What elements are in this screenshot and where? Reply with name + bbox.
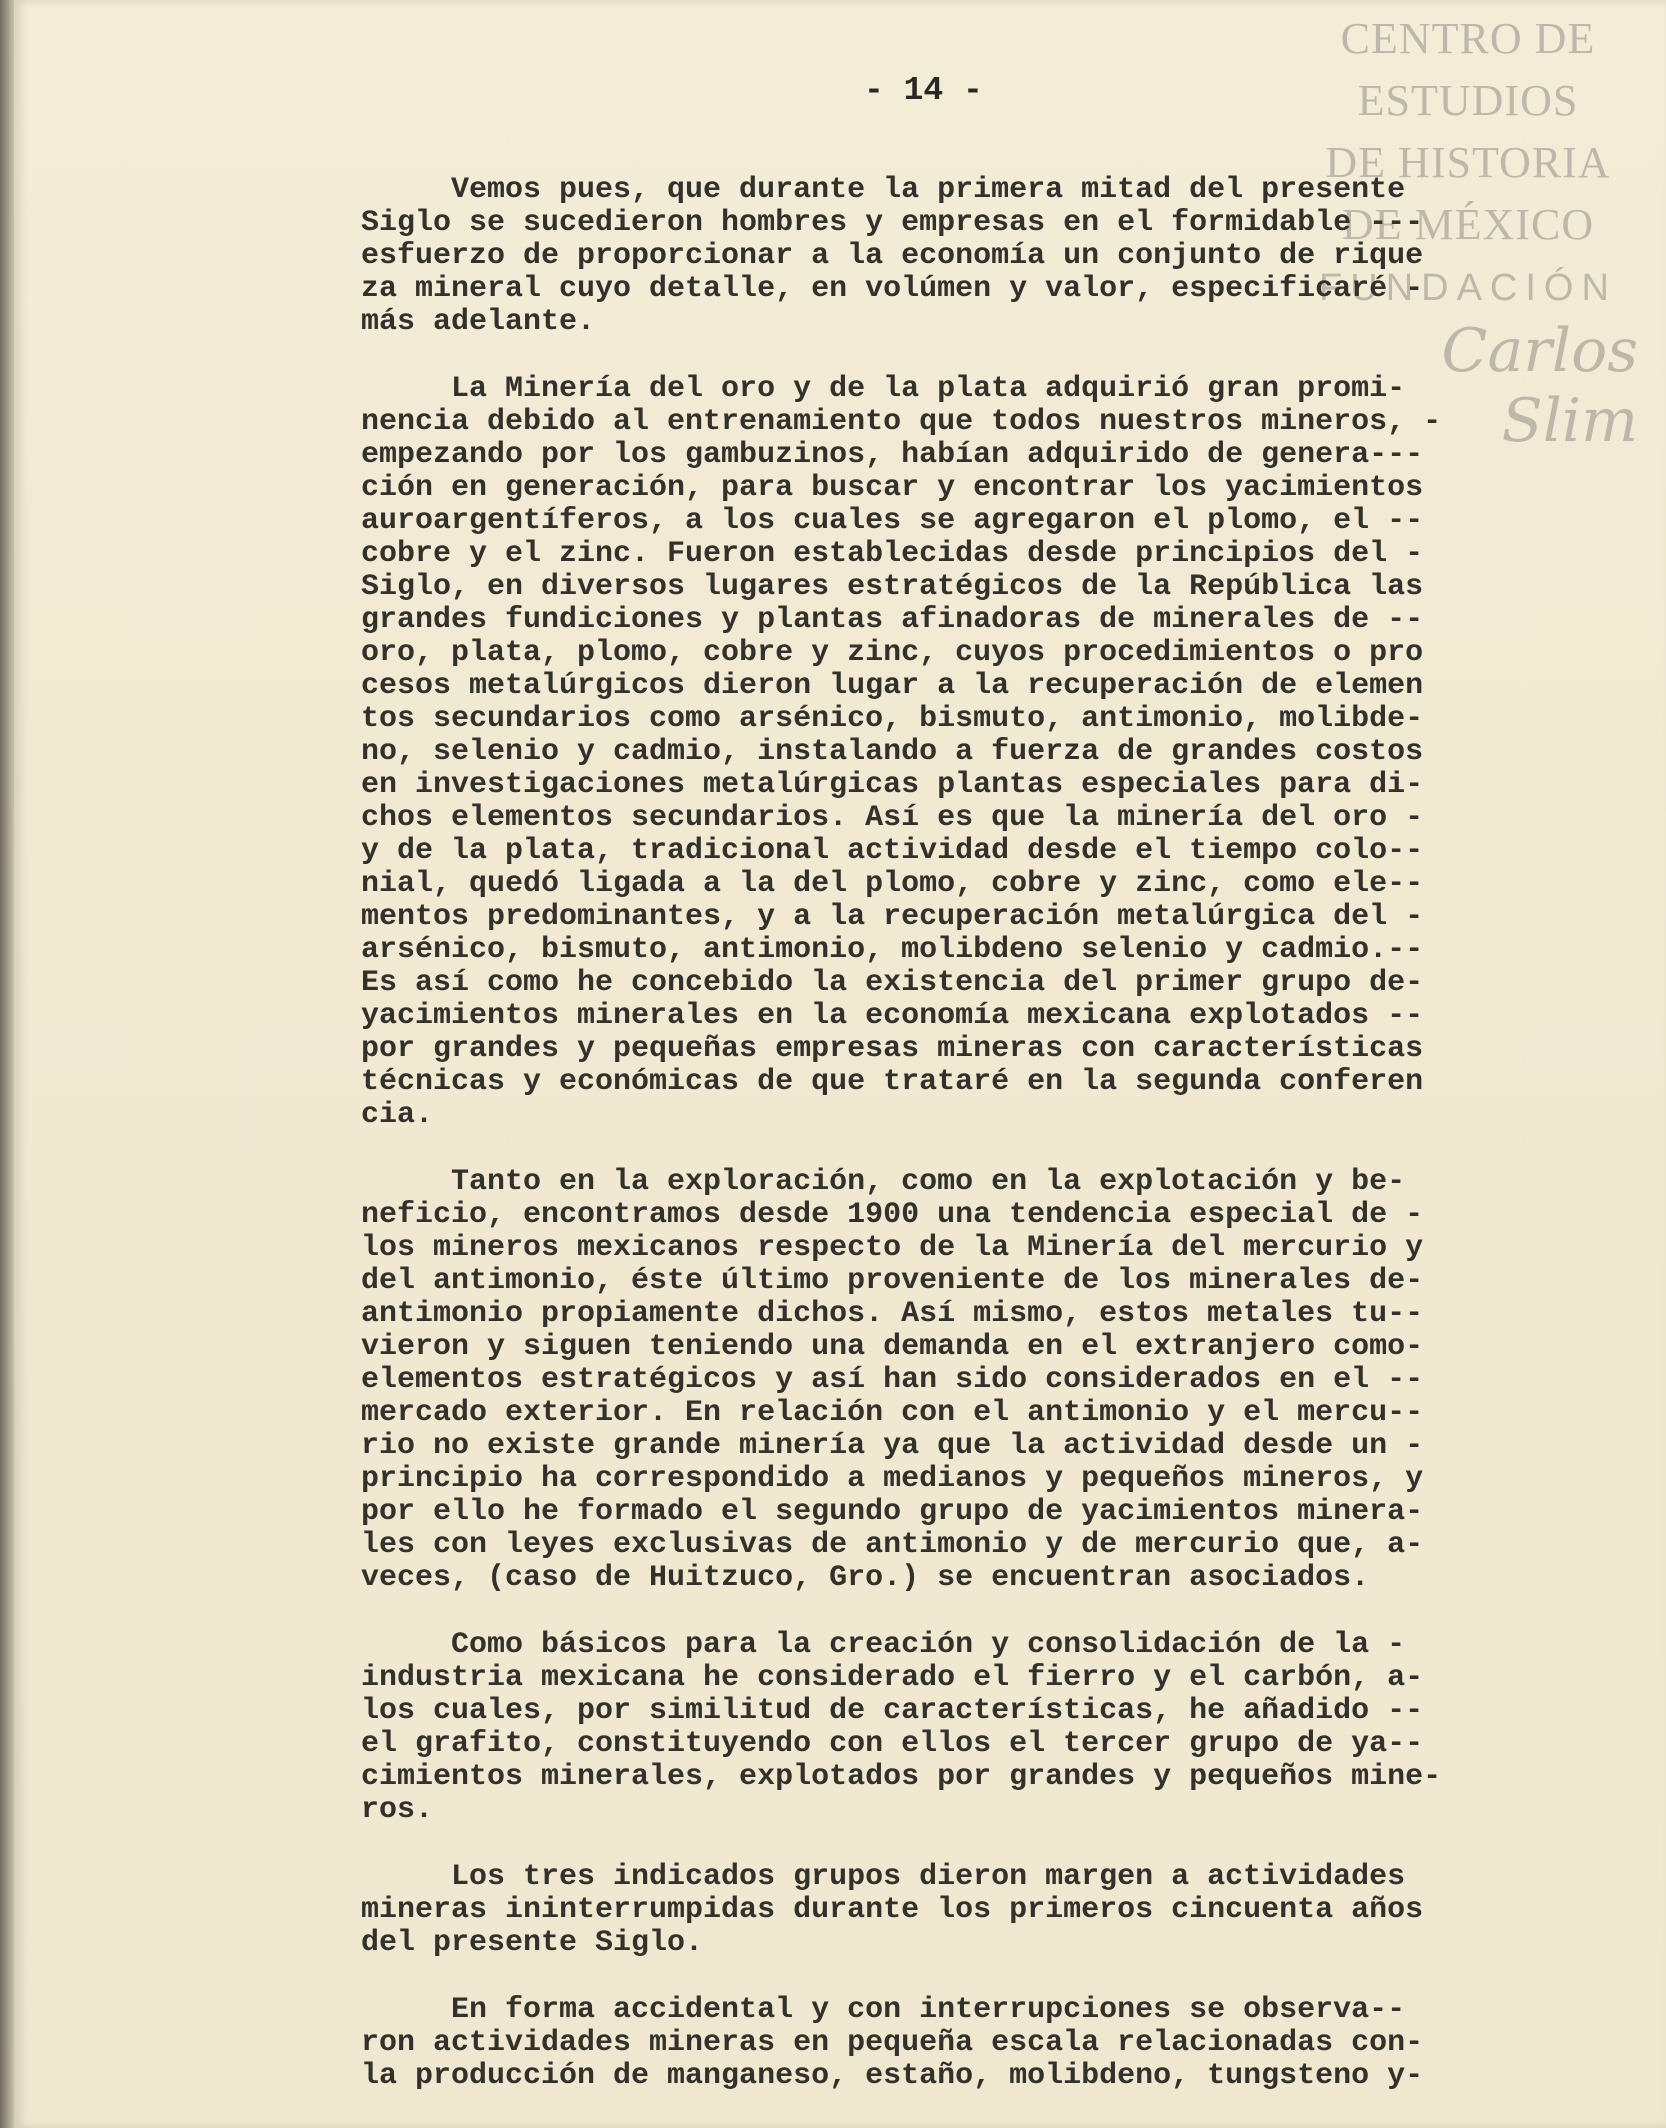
- text-line: chos elementos secundarios. Así es que la minería del oro -: [361, 801, 1424, 835]
- text-line: más adelante.: [361, 305, 596, 339]
- text-line: vieron y siguen teniendo una demanda en el extranjero como-: [361, 1330, 1424, 1364]
- watermark-line: ESTUDIOS: [1357, 76, 1579, 125]
- text-line: cia.: [361, 1098, 434, 1132]
- text-line: no, selenio y cadmio, instalando a fuerza de grandes costos: [361, 735, 1424, 769]
- text-line: por grandes y pequeñas empresas mineras con características: [361, 1032, 1424, 1066]
- watermark-signature: Carlos Slim: [1441, 316, 1638, 456]
- text-line: Los tres indicados grupos dieron margen a actividades: [361, 1860, 1406, 1894]
- text-line: les con leyes exclusivas de antimonio y de mercurio que, a-: [361, 1528, 1424, 1562]
- text-line: el grafito, constituyendo con ellos el tercer grupo de ya--: [361, 1727, 1424, 1761]
- text-line: técnicas y económicas de que trataré en la segunda conferen: [361, 1065, 1424, 1099]
- text-line: cobre y el zinc. Fueron establecidas desde principios del -: [361, 537, 1424, 571]
- text-line: la producción de manganeso, estaño, molibdeno, tungsteno y-: [361, 2059, 1424, 2093]
- text-line: cesos metalúrgicos dieron lugar a la recuperación de elemen: [361, 669, 1424, 703]
- text-line: mentos predominantes, y a la recuperación metalúrgica del -: [361, 900, 1424, 934]
- watermark-line: CENTRO DE: [1340, 14, 1596, 63]
- text-line: ron actividades mineras en pequeña escala relacionadas con-: [361, 2026, 1424, 2060]
- text-line: ros.: [361, 1793, 434, 1827]
- text-line: En forma accidental y con interrupciones se observa--: [361, 1993, 1406, 2027]
- text-line: La Minería del oro y de la plata adquirió gran promi-: [361, 372, 1406, 406]
- text-line: oro, plata, plomo, cobre y zinc, cuyos procedimientos o pro: [361, 636, 1424, 670]
- text-line: ción en generación, para buscar y encontrar los yacimientos: [361, 471, 1424, 505]
- text-line: y de la plata, tradicional actividad desde el tiempo colo--: [361, 834, 1424, 868]
- text-line: del presente Siglo.: [361, 1926, 704, 1960]
- text-line: tos secundarios como arsénico, bismuto, antimonio, molibde-: [361, 702, 1424, 736]
- document-body: [361, 140, 1531, 2093]
- document-page: [14, 0, 1666, 2128]
- page-number: - 14 -: [864, 72, 983, 109]
- text-line: mercado exterior. En relación con el antimonio y el mercu--: [361, 1396, 1424, 1430]
- text-line: nencia debido al entrenamiento que todos nuestros mineros, -: [361, 405, 1442, 439]
- text-line: industria mexicana he considerado el fierro y el carbón, a-: [361, 1661, 1424, 1695]
- text-line: auroargentíferos, a los cuales se agregaron el plomo, el --: [361, 504, 1424, 538]
- paragraph: [361, 1629, 1531, 1827]
- text-line: neficio, encontramos desde 1900 una tendencia especial de -: [361, 1198, 1424, 1232]
- text-line: los mineros mexicanos respecto de la Minería del mercurio y: [361, 1231, 1424, 1265]
- watermark-line: DE MÉXICO: [1341, 200, 1595, 249]
- text-line: arsénico, bismuto, antimonio, molibdeno selenio y cadmio.--: [361, 933, 1424, 967]
- text-line: Siglo se sucedieron hombres y empresas en el formidable ---: [361, 206, 1424, 240]
- text-line: del antimonio, éste último proveniente de los minerales de-: [361, 1264, 1424, 1298]
- text-line: Es así como he concebido la existencia del primer grupo de-: [361, 966, 1424, 1000]
- text-line: veces, (caso de Huitzuco, Gro.) se encuentran asociados.: [361, 1561, 1370, 1595]
- paragraph: [361, 1861, 1531, 1960]
- text-line: en investigaciones metalúrgicas plantas especiales para di-: [361, 768, 1424, 802]
- text-line: antimonio propiamente dichos. Así mismo, estos metales tu--: [361, 1297, 1424, 1331]
- paragraph: [361, 373, 1531, 1132]
- paragraph: [361, 1994, 1531, 2093]
- text-line: mineras ininterrumpidas durante los primeros cincuenta años: [361, 1893, 1424, 1927]
- text-line: grandes fundiciones y plantas afinadoras de minerales de --: [361, 603, 1424, 637]
- text-line: Siglo, en diversos lugares estratégicos de la República las: [361, 570, 1424, 604]
- text-line: los cuales, por similitud de características, he añadido --: [361, 1694, 1424, 1728]
- text-line: Vemos pues, que durante la primera mitad del presente: [361, 173, 1406, 207]
- text-line: nial, quedó ligada a la del plomo, cobre y zinc, como ele--: [361, 867, 1424, 901]
- text-line: Como básicos para la creación y consolidación de la -: [361, 1628, 1406, 1662]
- text-line: elementos estratégicos y así han sido considerados en el --: [361, 1363, 1424, 1397]
- watermark-line: DE HISTORIA: [1325, 138, 1611, 187]
- text-line: principio ha correspondido a medianos y pequeños mineros, y: [361, 1462, 1424, 1496]
- watermark-foundation: FUNDACIÓN: [1319, 267, 1617, 309]
- paragraph: [361, 1166, 1531, 1595]
- text-line: za mineral cuyo detalle, en volúmen y valor, especificaré -: [361, 272, 1424, 306]
- paragraph: [361, 174, 1531, 339]
- text-line: Tanto en la exploración, como en la explotación y be-: [361, 1165, 1406, 1199]
- text-line: cimientos minerales, explotados por grandes y pequeños mine-: [361, 1760, 1442, 1794]
- text-line: rio no existe grande minería ya que la actividad desde un -: [361, 1429, 1424, 1463]
- page-edge: [0, 0, 14, 2128]
- text-line: empezando por los gambuzinos, habían adquirido de genera---: [361, 438, 1424, 472]
- text-line: por ello he formado el segundo grupo de yacimientos minera-: [361, 1495, 1424, 1529]
- text-line: yacimientos minerales en la economía mexicana explotados --: [361, 999, 1424, 1033]
- text-line: esfuerzo de proporcionar a la economía un conjunto de rique: [361, 239, 1424, 273]
